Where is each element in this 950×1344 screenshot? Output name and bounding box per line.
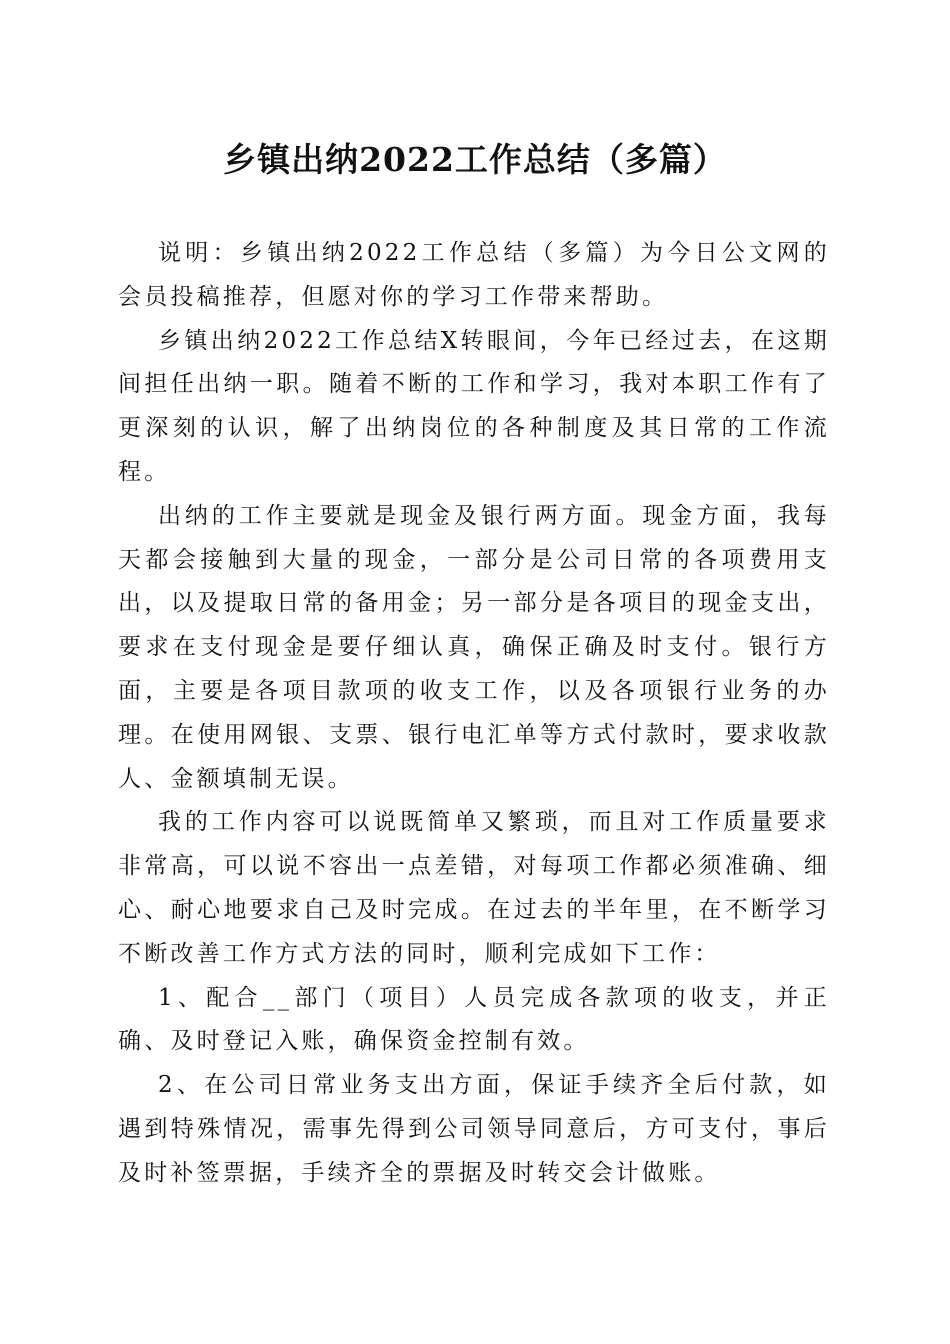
document-body [118, 232, 830, 1196]
paragraph-item-2: 2、在公司日常业务支出方面，保证手续齐全后付款，如遇到特殊情况，需事先得到公司领导同意后，方可支付，事后及时补签票据，手续齐全的票据及时转交会计做账。 [118, 1072, 830, 1186]
paragraph-3: 我的工作内容可以说既简单又繁琐，而且对工作质量要求非常高，可以说不容出一点差错，对每项工作都必须准确、细心、耐心地要求自己及时完成。在过去的半年里，在不断学习不断改善工作方式方法的同时，顺利完成如下工作： [118, 809, 830, 967]
document-title: 乡镇出纳2022工作总结（多篇） [223, 140, 727, 179]
paragraph-item-1: 1、配合__部门（项目）人员完成各款项的收支，并正确、及时登记入账，确保资金控制有效。 [118, 984, 830, 1055]
paragraph-2: 出纳的工作主要就是现金及银行两方面。现金方面，我每天都会接触到大量的现金，一部分是公司日常的各项费用支出，以及提取日常的备用金；另一部分是各项目的现金支出，要求在支付现金是要仔细认真，确保正确及时支付。银行方面，主要是各项目款项的收支工作，以及各项银行业务的办理。在使用网银、支票、银行电汇单等方式付款时，要求收款人、金额填制无误。 [118, 502, 830, 792]
paragraph-1: 乡镇出纳2022工作总结X转眼间，今年已经过去，在这期间担任出纳一职。随着不断的工作和学习，我对本职工作有了更深刻的认识，解了出纳岗位的各种制度及其日常的工作流程。 [118, 327, 830, 485]
paragraph-intro: 说明：乡镇出纳2022工作总结（多篇）为今日公文网的会员投稿推荐，但愿对你的学习工作带来帮助。 [118, 240, 830, 310]
